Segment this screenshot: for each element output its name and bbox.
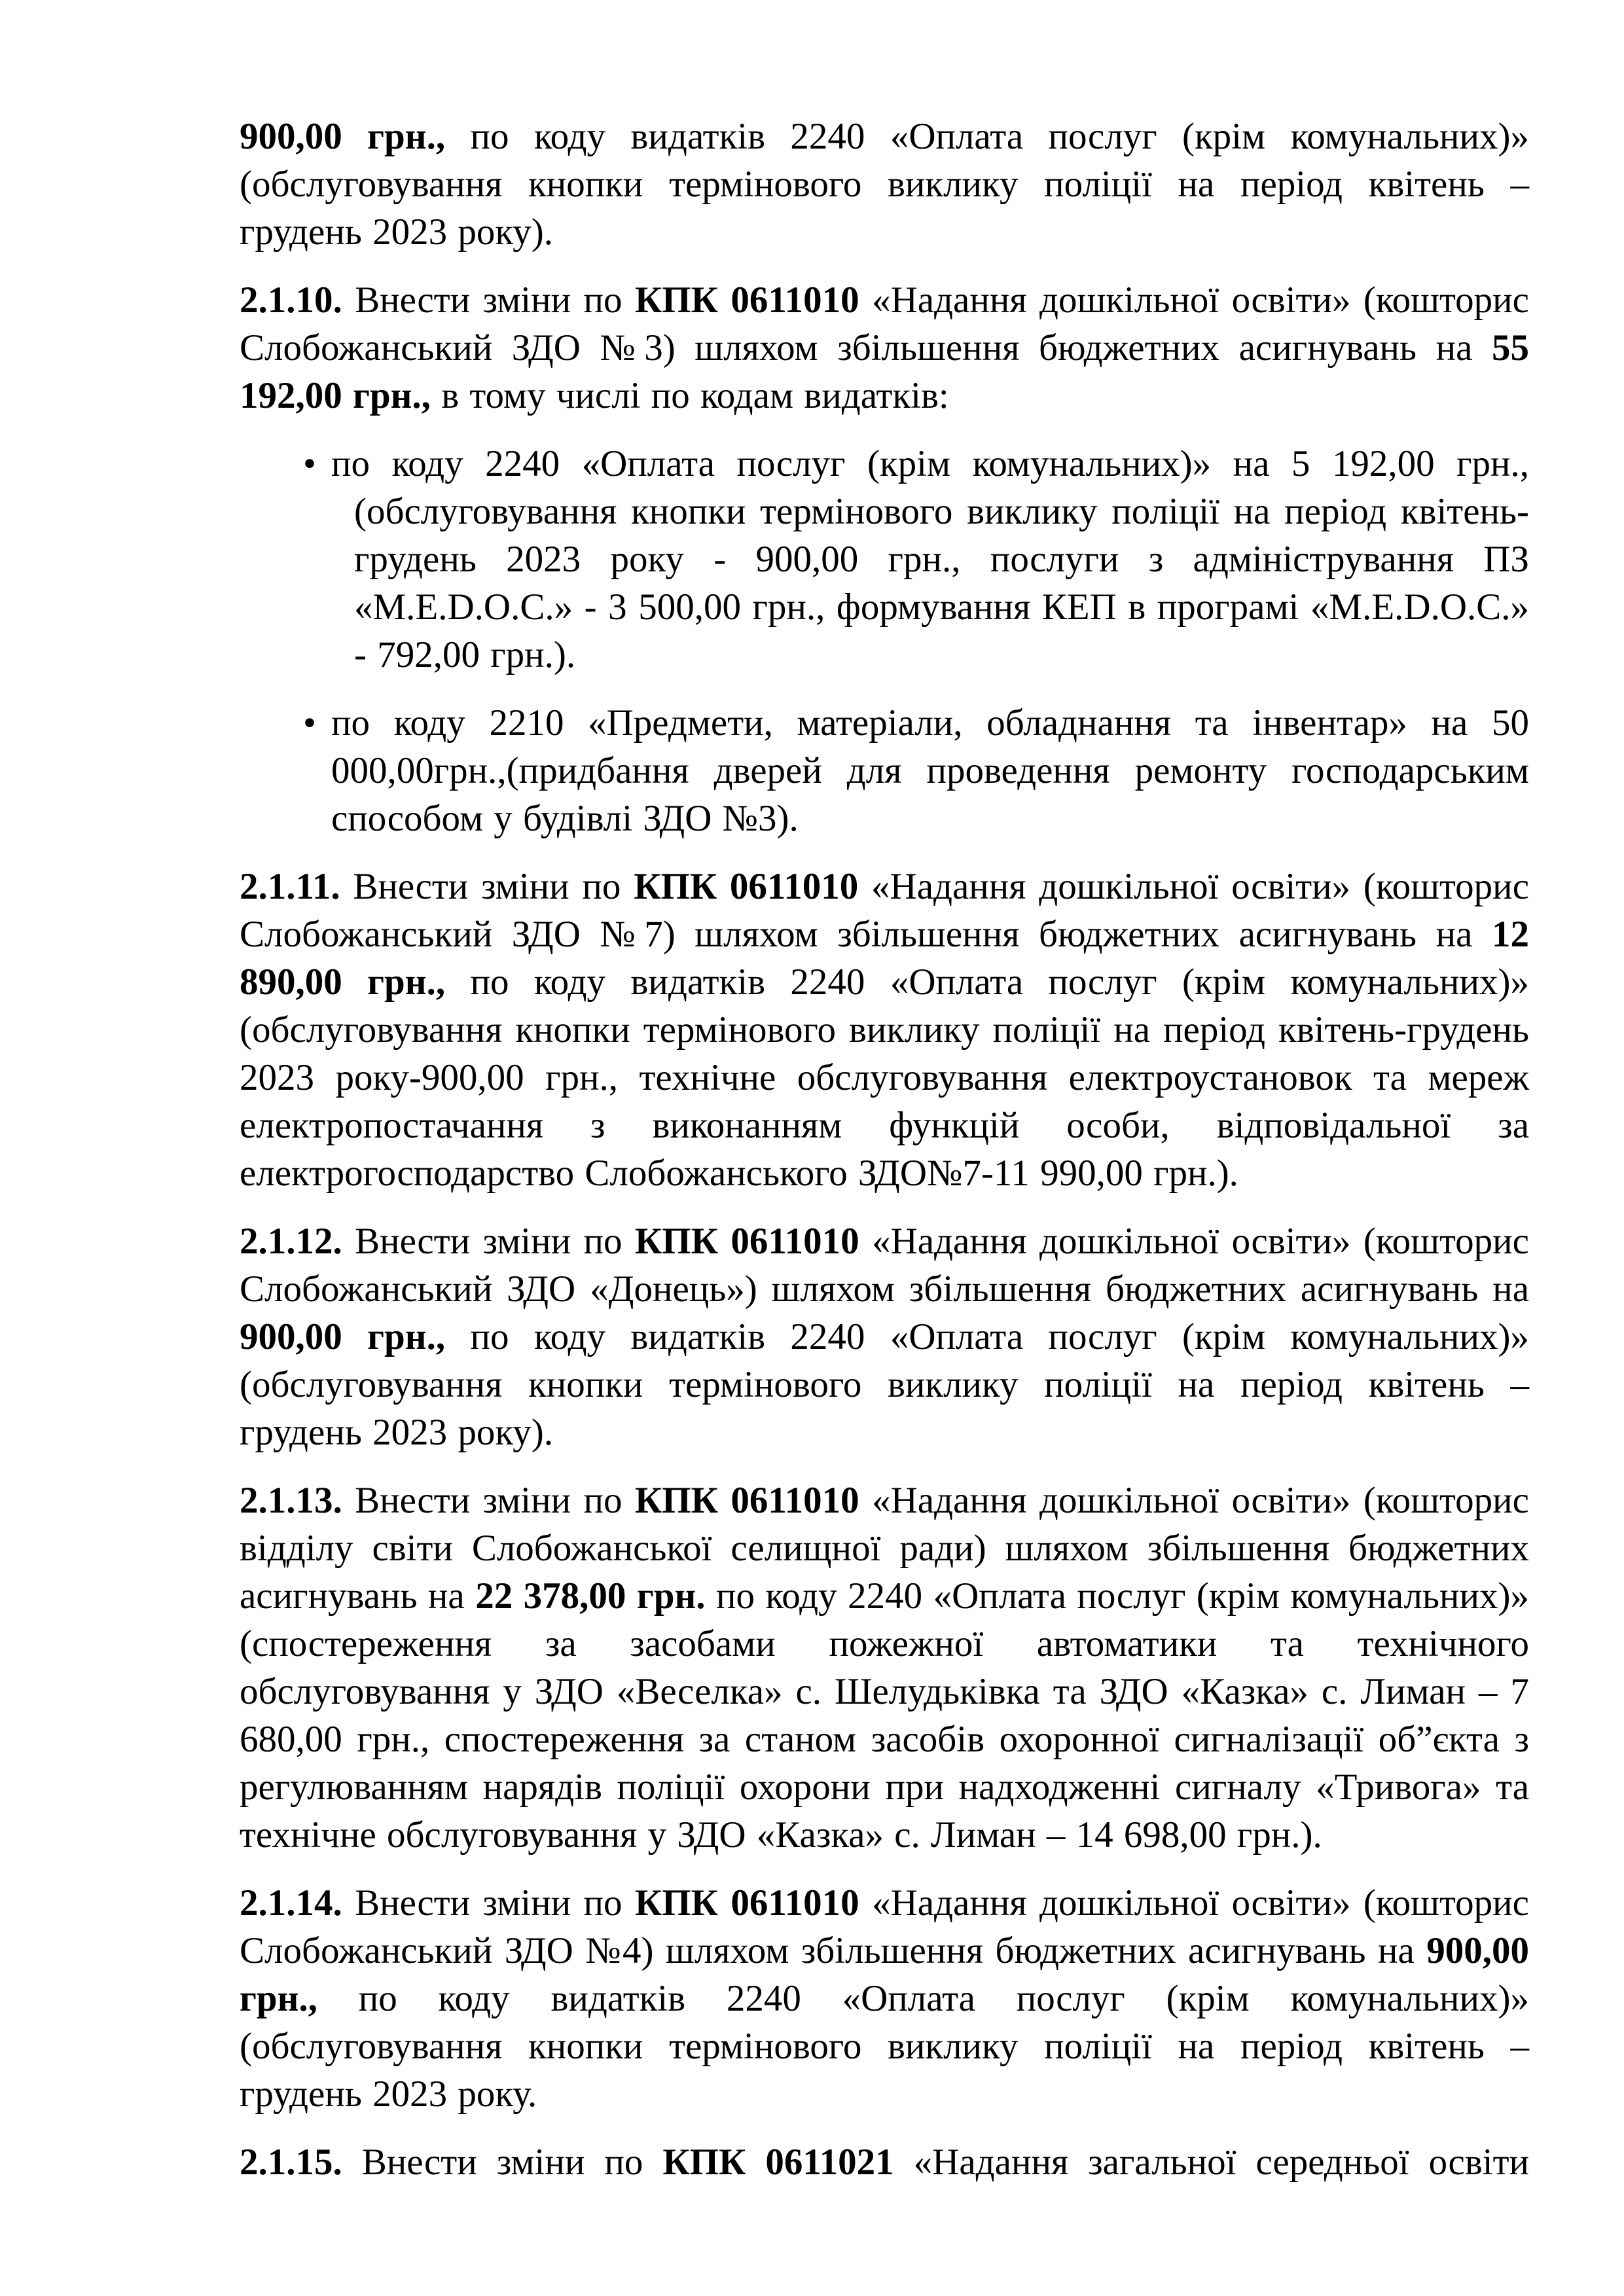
bullet-icon: • (303, 443, 316, 484)
emphasis-text: КПК 0611010 (634, 1882, 859, 1924)
document-body (240, 113, 1529, 2186)
body-text: Внести зміни по (340, 866, 634, 907)
list-item (240, 440, 1529, 679)
body-text: Внести зміни по (342, 279, 635, 321)
body-text: «Надання дошкільної освіти» (кошторис Слобожанський ЗДО №7) шляхом збільшення бюджетних асигнувань на (240, 866, 1529, 955)
emphasis-text: 2.1.14. (240, 1882, 342, 1924)
emphasis-text: 2.1.10. (240, 279, 342, 321)
emphasis-text: 900,00 грн., (240, 1316, 446, 1357)
paragraph (240, 1879, 1529, 2118)
body-text: по коду видатків 2240 «Оплата послуг (крім комунальних)» (обслуговування кнопки термінового виклику поліції на період квітень – грудень 2023 року). (240, 1316, 1529, 1453)
emphasis-text: 12 890,00 грн., (240, 914, 1529, 1003)
emphasis-text: 2.1.12. (240, 1221, 342, 1262)
emphasis-text: 2.1.11. (240, 866, 340, 907)
list-item (240, 699, 1529, 842)
paragraph (240, 113, 1529, 256)
body-text: «Надання дошкільної освіти» (кошторис Слобожанський ЗДО №3) шляхом збільшення бюджетних асигнувань на (240, 279, 1529, 368)
bullet-icon: • (303, 702, 316, 744)
body-text: Внести зміни по (342, 1480, 635, 1521)
body-text: в тому числі по кодам видатків: (430, 375, 949, 416)
emphasis-text: КПК 0611010 (634, 866, 859, 907)
paragraph (240, 1217, 1529, 1456)
emphasis-text: КПК 0611010 (634, 1221, 859, 1262)
body-text: Внести зміни по (342, 1882, 635, 1924)
body-text: по коду 2240 «Оплата послуг (крім комунальних)» на 5 192,00 грн., (обслуговування кнопки термінового виклику поліції на період квітень-грудень 2023 року - 900,00 грн., послуги з адміністрування ПЗ «M.E.D.O.C.» - 3 500,00 грн., формування КЕП в програмі «M.E.D.O.C.» - 792,00 грн.). (331, 443, 1529, 675)
body-text: по коду 2240 «Оплата послуг (крім комунальних)» (спостереження за засобами пожежної автоматики та технічного обслуговування у ЗДО «Веселка» с. Шелудьківка та ЗДО «Казка» с. Лиман – 7 680,00 грн., спостереження за станом засобів охоронної сигналізації об”єкта з регулюванням нарядів поліції охорони при надходженні сигналу «Тривога» та технічне обслуговування у ЗДО «Казка» с. Лиман – 14 698,00 грн.). (240, 1575, 1529, 1856)
body-text: «Надання дошкільної освіти» (кошторис відділу світи Слобожанської селищної ради) шляхом збільшення бюджетних асигнувань на (240, 1480, 1529, 1617)
emphasis-text: 2.1.13. (240, 1480, 342, 1521)
body-text: «Надання дошкільної освіти» (кошторис Слобожанський ЗДО №4) шляхом збільшення бюджетних асигнувань на (240, 1882, 1529, 1971)
body-text: Внести зміни по (342, 2142, 663, 2183)
body-text: Внести зміни по (342, 1221, 635, 1262)
emphasis-text: 900,00 грн., (240, 116, 446, 157)
body-text: по коду 2210 «Предмети, матеріали, обладнання та інвентар» на 50 000,00грн.,(придбання дверей для проведення ремонту господарським способом у будівлі ЗДО №3). (331, 702, 1529, 839)
body-text: по коду видатків 2240 «Оплата послуг (крім комунальних)» (обслуговування кнопки термінового виклику поліції на період квітень-грудень 2023 року-900,00 грн., технічне обслуговування електроустановок та мереж електропостачання з виконанням функцій особи, відповідальної за електрогосподарство Слобожанського ЗДО№7-11 990,00 грн.). (240, 961, 1529, 1194)
emphasis-text: КПК 0611021 (662, 2142, 894, 2183)
body-text: по коду видатків 2240 «Оплата послуг (крім комунальних)» (обслуговування кнопки термінового виклику поліції на період квітень – грудень 2023 року). (240, 116, 1529, 253)
paragraph (240, 276, 1529, 420)
emphasis-text: КПК 0611010 (634, 1480, 859, 1521)
paragraph (240, 1477, 1529, 1859)
paragraph (240, 2138, 1529, 2186)
emphasis-text: 55 192,00 грн., (240, 327, 1529, 416)
body-text: по коду видатків 2240 «Оплата послуг (крім комунальних)» (обслуговування кнопки термінового виклику поліції на період квітень – грудень 2023 року. (240, 1978, 1529, 2115)
body-text: «Надання дошкільної освіти» (кошторис Слобожанський ЗДО «Донець») шляхом збільшення бюджетних асигнувань на (240, 1221, 1529, 1310)
emphasis-text: 900,00 грн., (240, 1930, 1529, 2019)
paragraph (240, 863, 1529, 1197)
emphasis-text: 2.1.15. (240, 2142, 342, 2183)
emphasis-text: 22 378,00 грн. (475, 1575, 706, 1617)
emphasis-text: КПК 0611010 (634, 279, 859, 321)
body-text: «Надання загальної середньої освіти (893, 2142, 1529, 2183)
